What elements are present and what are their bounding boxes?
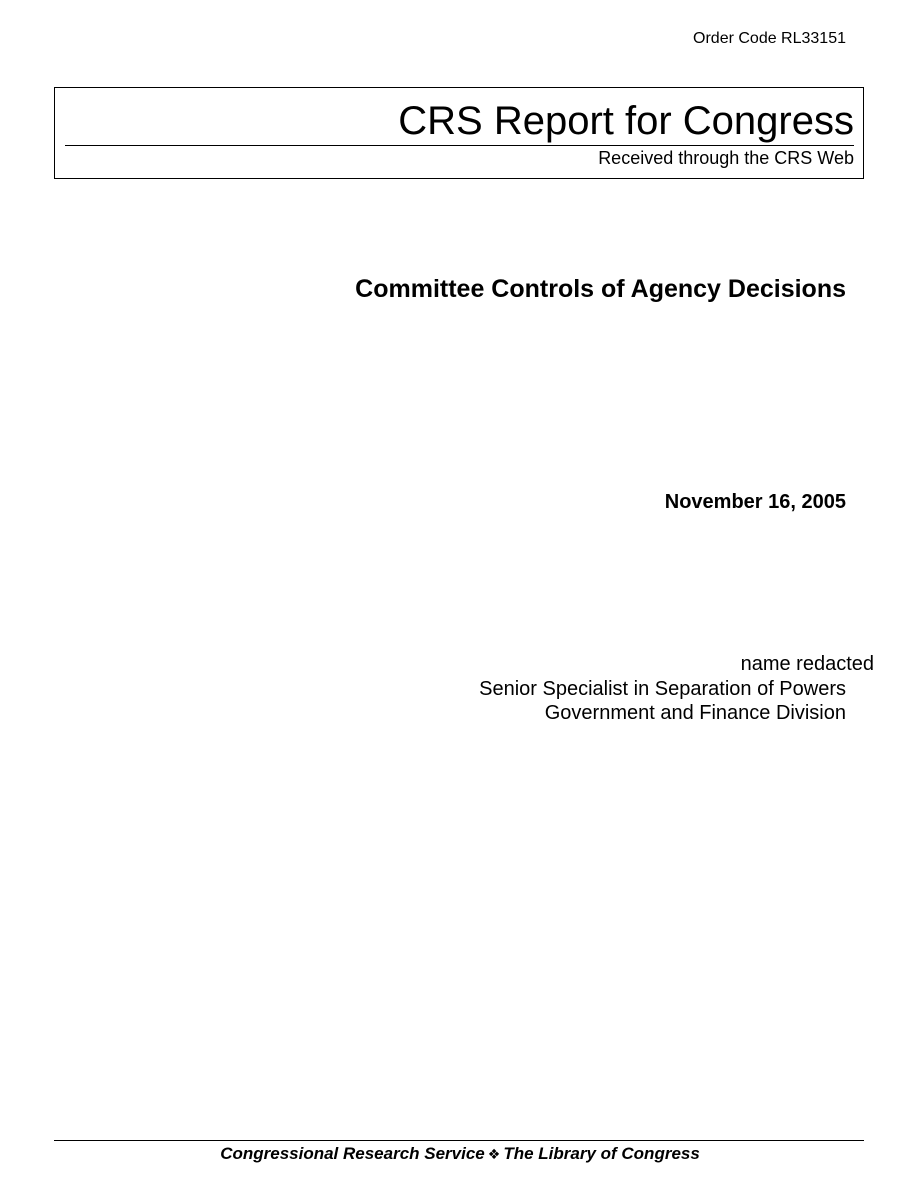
diamond-icon: ❖ xyxy=(487,1146,501,1162)
author-division: Government and Finance Division xyxy=(544,702,846,724)
footer-library: The Library of Congress xyxy=(503,1144,700,1163)
footer-publisher: Congressional Research Service xyxy=(220,1144,485,1163)
document-date: November 16, 2005 xyxy=(664,491,846,513)
footer-divider xyxy=(54,1140,864,1141)
report-header-title: CRS Report for Congress xyxy=(398,99,854,143)
document-title: Committee Controls of Agency Decisions xyxy=(355,275,846,303)
report-header-box xyxy=(54,87,864,179)
header-divider xyxy=(65,145,854,146)
order-code: Order Code RL33151 xyxy=(693,30,846,47)
author-name: name redacted xyxy=(740,653,874,675)
footer xyxy=(0,1143,920,1165)
author-title: Senior Specialist in Separation of Powers xyxy=(479,678,846,700)
report-header-subtitle: Received through the CRS Web xyxy=(598,148,854,168)
